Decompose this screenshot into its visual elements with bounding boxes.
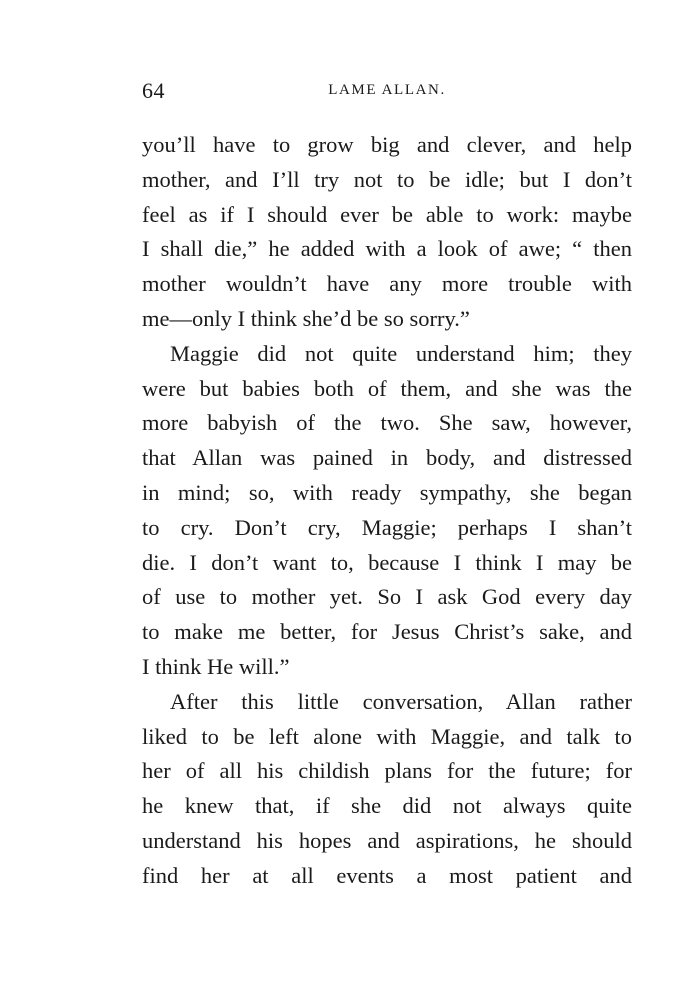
body-text: [142, 128, 632, 894]
text-line: more babyish of the two. She saw, however,: [142, 410, 632, 436]
text-line: die. I don’t want to, because I think I may be: [142, 549, 632, 575]
text-line: of use to mother yet. So I ask God every day: [142, 584, 632, 610]
text-line: mother, and I’ll try not to be idle; but I don’t: [142, 166, 632, 192]
text-line: her of all his childish plans for the future; for: [142, 758, 632, 784]
running-head: [142, 78, 632, 108]
text-line: I shall die,” he added with a look of awe; “ then: [142, 236, 632, 262]
text-line: to make me better, for Jesus Christ’s sake, and: [142, 619, 632, 645]
text-line: mother wouldn’t have any more trouble with: [142, 271, 632, 297]
text-line: I think He will.”: [142, 653, 290, 679]
text-line: that Allan was pained in body, and distressed: [142, 445, 632, 471]
text-line: he knew that, if she did not always quite: [142, 793, 632, 819]
text-line: find her at all events a most patient and: [142, 862, 632, 888]
text-line: you’ll have to grow big and clever, and help: [142, 132, 632, 157]
text-line: After this little conversation, Allan rather: [170, 688, 632, 714]
text-line: in mind; so, with ready sympathy, she began: [142, 479, 632, 505]
text-line: were but babies both of them, and she was the: [142, 375, 632, 401]
text-line: me—only I think she’d be so sorry.”: [142, 305, 470, 331]
text-line: to cry. Don’t cry, Maggie; perhaps I shan’t: [142, 514, 632, 540]
running-title: LAME ALLAN.: [328, 82, 446, 98]
page-number: 64: [142, 78, 165, 103]
text-line: Maggie did not quite understand him; they: [170, 340, 632, 366]
text-line: feel as if I should ever be able to work: maybe: [142, 201, 632, 227]
text-line: understand his hopes and aspirations, he should: [142, 827, 632, 853]
text-line: liked to be left alone with Maggie, and talk to: [142, 723, 632, 749]
